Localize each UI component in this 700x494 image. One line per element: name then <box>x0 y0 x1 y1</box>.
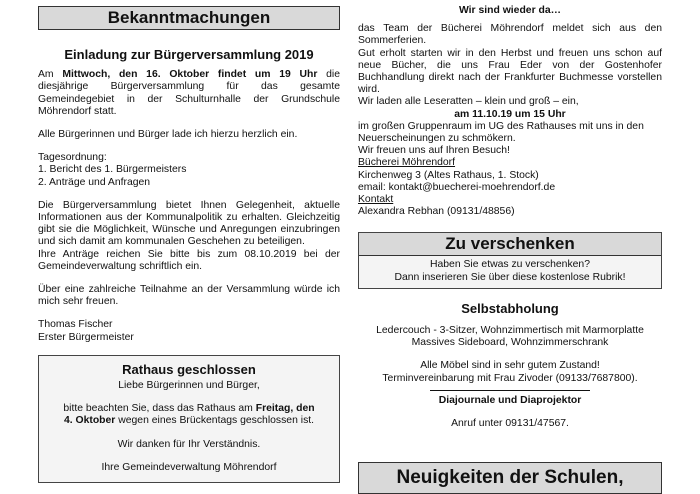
library-paragraph: Gut erholt starten wir in den Herbst und freuen uns schon auf neue Bücher, die uns Frau Eder von der Gostenhofer Buchhandlung direkt nach der Frankfurter Buchmesse vorstellen wird. <box>358 47 662 96</box>
give-away-title: Zu verschenken <box>359 233 661 256</box>
pickup-line: Anruf unter 09131/47567. <box>451 418 569 430</box>
give-away-line: Dann inserieren Sie über diese kostenlose Rubrik! <box>394 271 626 283</box>
pickup-title: Selbstabholung <box>461 300 559 316</box>
library-paragraph: Wir freuen uns auf Ihren Besuch! <box>358 145 510 157</box>
headline-buergerversammlung: Einladung zur Bürgerversammlung 2019 <box>64 47 314 62</box>
rathaus-greeting: Liebe Bürgerinnen und Bürger, <box>118 380 260 392</box>
pickup-line: Ledercouch - 3-Sitzer, Wohnzimmertisch mit Marmorplatte <box>376 325 644 337</box>
pickup-section <box>358 300 662 430</box>
antraege-paragraph: Ihre Anträge reichen Sie bitte bis zum 08.10.2019 bei der Gemeindeverwaltung schriftlich ein. <box>38 248 340 272</box>
give-away-line: Haben Sie etwas zu verschenken? <box>430 259 590 271</box>
agenda-title: Tagesordnung: <box>38 152 107 164</box>
rathaus-sign: Ihre Gemeindeverwaltung Möhrendorf <box>101 461 277 473</box>
pickup-line: Alle Möbel sind in sehr gutem Zustand! <box>420 360 600 372</box>
rathaus-closed-box <box>38 355 340 483</box>
pickup-line: Massives Sideboard, Wohnzimmerschrank <box>411 337 609 349</box>
agenda-item: 2. Anträge und Anfragen <box>38 176 151 188</box>
agenda-item: 1. Bericht des 1. Bürgermeisters <box>38 164 187 176</box>
invite-text: Alle Bürgerinnen und Bürger lade ich hierzu herzlich ein. <box>38 129 298 141</box>
right-column <box>358 0 662 488</box>
pickup-line: Terminvereinbarung mit Frau Zivoder (09133/7687800). <box>382 372 638 384</box>
library-paragraph: im großen Gruppenraum im UG des Rathauses mit uns in den Neuerscheinungen zu schmökern. <box>358 120 644 145</box>
library-contact-link[interactable]: Kontakt <box>358 194 394 206</box>
give-away-box <box>358 232 662 288</box>
library-email[interactable]: email: kontakt@buecherei-moehrendorf.de <box>358 181 556 193</box>
signer-name: Thomas Fischer <box>38 319 113 331</box>
signer-title: Erster Bürgermeister <box>38 331 134 343</box>
closing-paragraph: Über eine zahlreiche Teilnahme an der Versammlung würde ich mich sehr freuen. <box>38 284 340 308</box>
library-title: Wir sind wieder da… <box>458 5 562 16</box>
schools-title: Neuigkeiten der Schulen, <box>358 462 662 494</box>
library-paragraph: das Team der Bücherei Möhrendorf meldet sich aus den Sommerferien. <box>358 23 662 47</box>
library-address: Kirchenweg 3 (Altes Rathaus, 1. Stock) <box>358 169 539 181</box>
rathaus-notice: bitte beachten Sie, dass das Rathaus am Freitag, den 4. Oktober wegen eines Brückentags geschlossen ist. <box>63 403 315 427</box>
rathaus-thanks: Wir danken für Ihr Verständnis. <box>117 438 261 450</box>
info-paragraph: Die Bürgerversammlung bietet Ihnen Gelegenheit, aktuelle Informationen aus der Kommunalpolitik zu erhalten. Gleichzeitig gibt sie die Möglichkeit, Wünsche und Anregungen einzubringen und sich damit am kommunalen Geschehen zu beteiligen. <box>38 199 340 248</box>
library-date: am 11.10.19 um 15 Uhr <box>454 108 566 120</box>
pickup-subtitle: Diajournale und Diaprojektor <box>438 394 582 406</box>
library-contact: Alexandra Rebhan (09131/48856) <box>358 206 515 218</box>
divider <box>430 390 590 391</box>
rathaus-title: Rathaus geschlossen <box>122 361 256 377</box>
library-name-link[interactable]: Bücherei Möhrendorf <box>358 157 456 169</box>
left-column <box>38 0 340 483</box>
section-title-bekanntmachungen: Bekanntmachungen <box>38 6 340 30</box>
intro-paragraph: Am Mittwoch, den 16. Oktober findet um 19 Uhr die diesjährige Bürgerversammlung für das gesamte Gemeindegebiet in der Schulturnhalle der Grundschule Möhrendorf statt. <box>38 69 340 117</box>
library-paragraph: Wir laden alle Leseratten – klein und groß – ein, <box>358 96 579 108</box>
